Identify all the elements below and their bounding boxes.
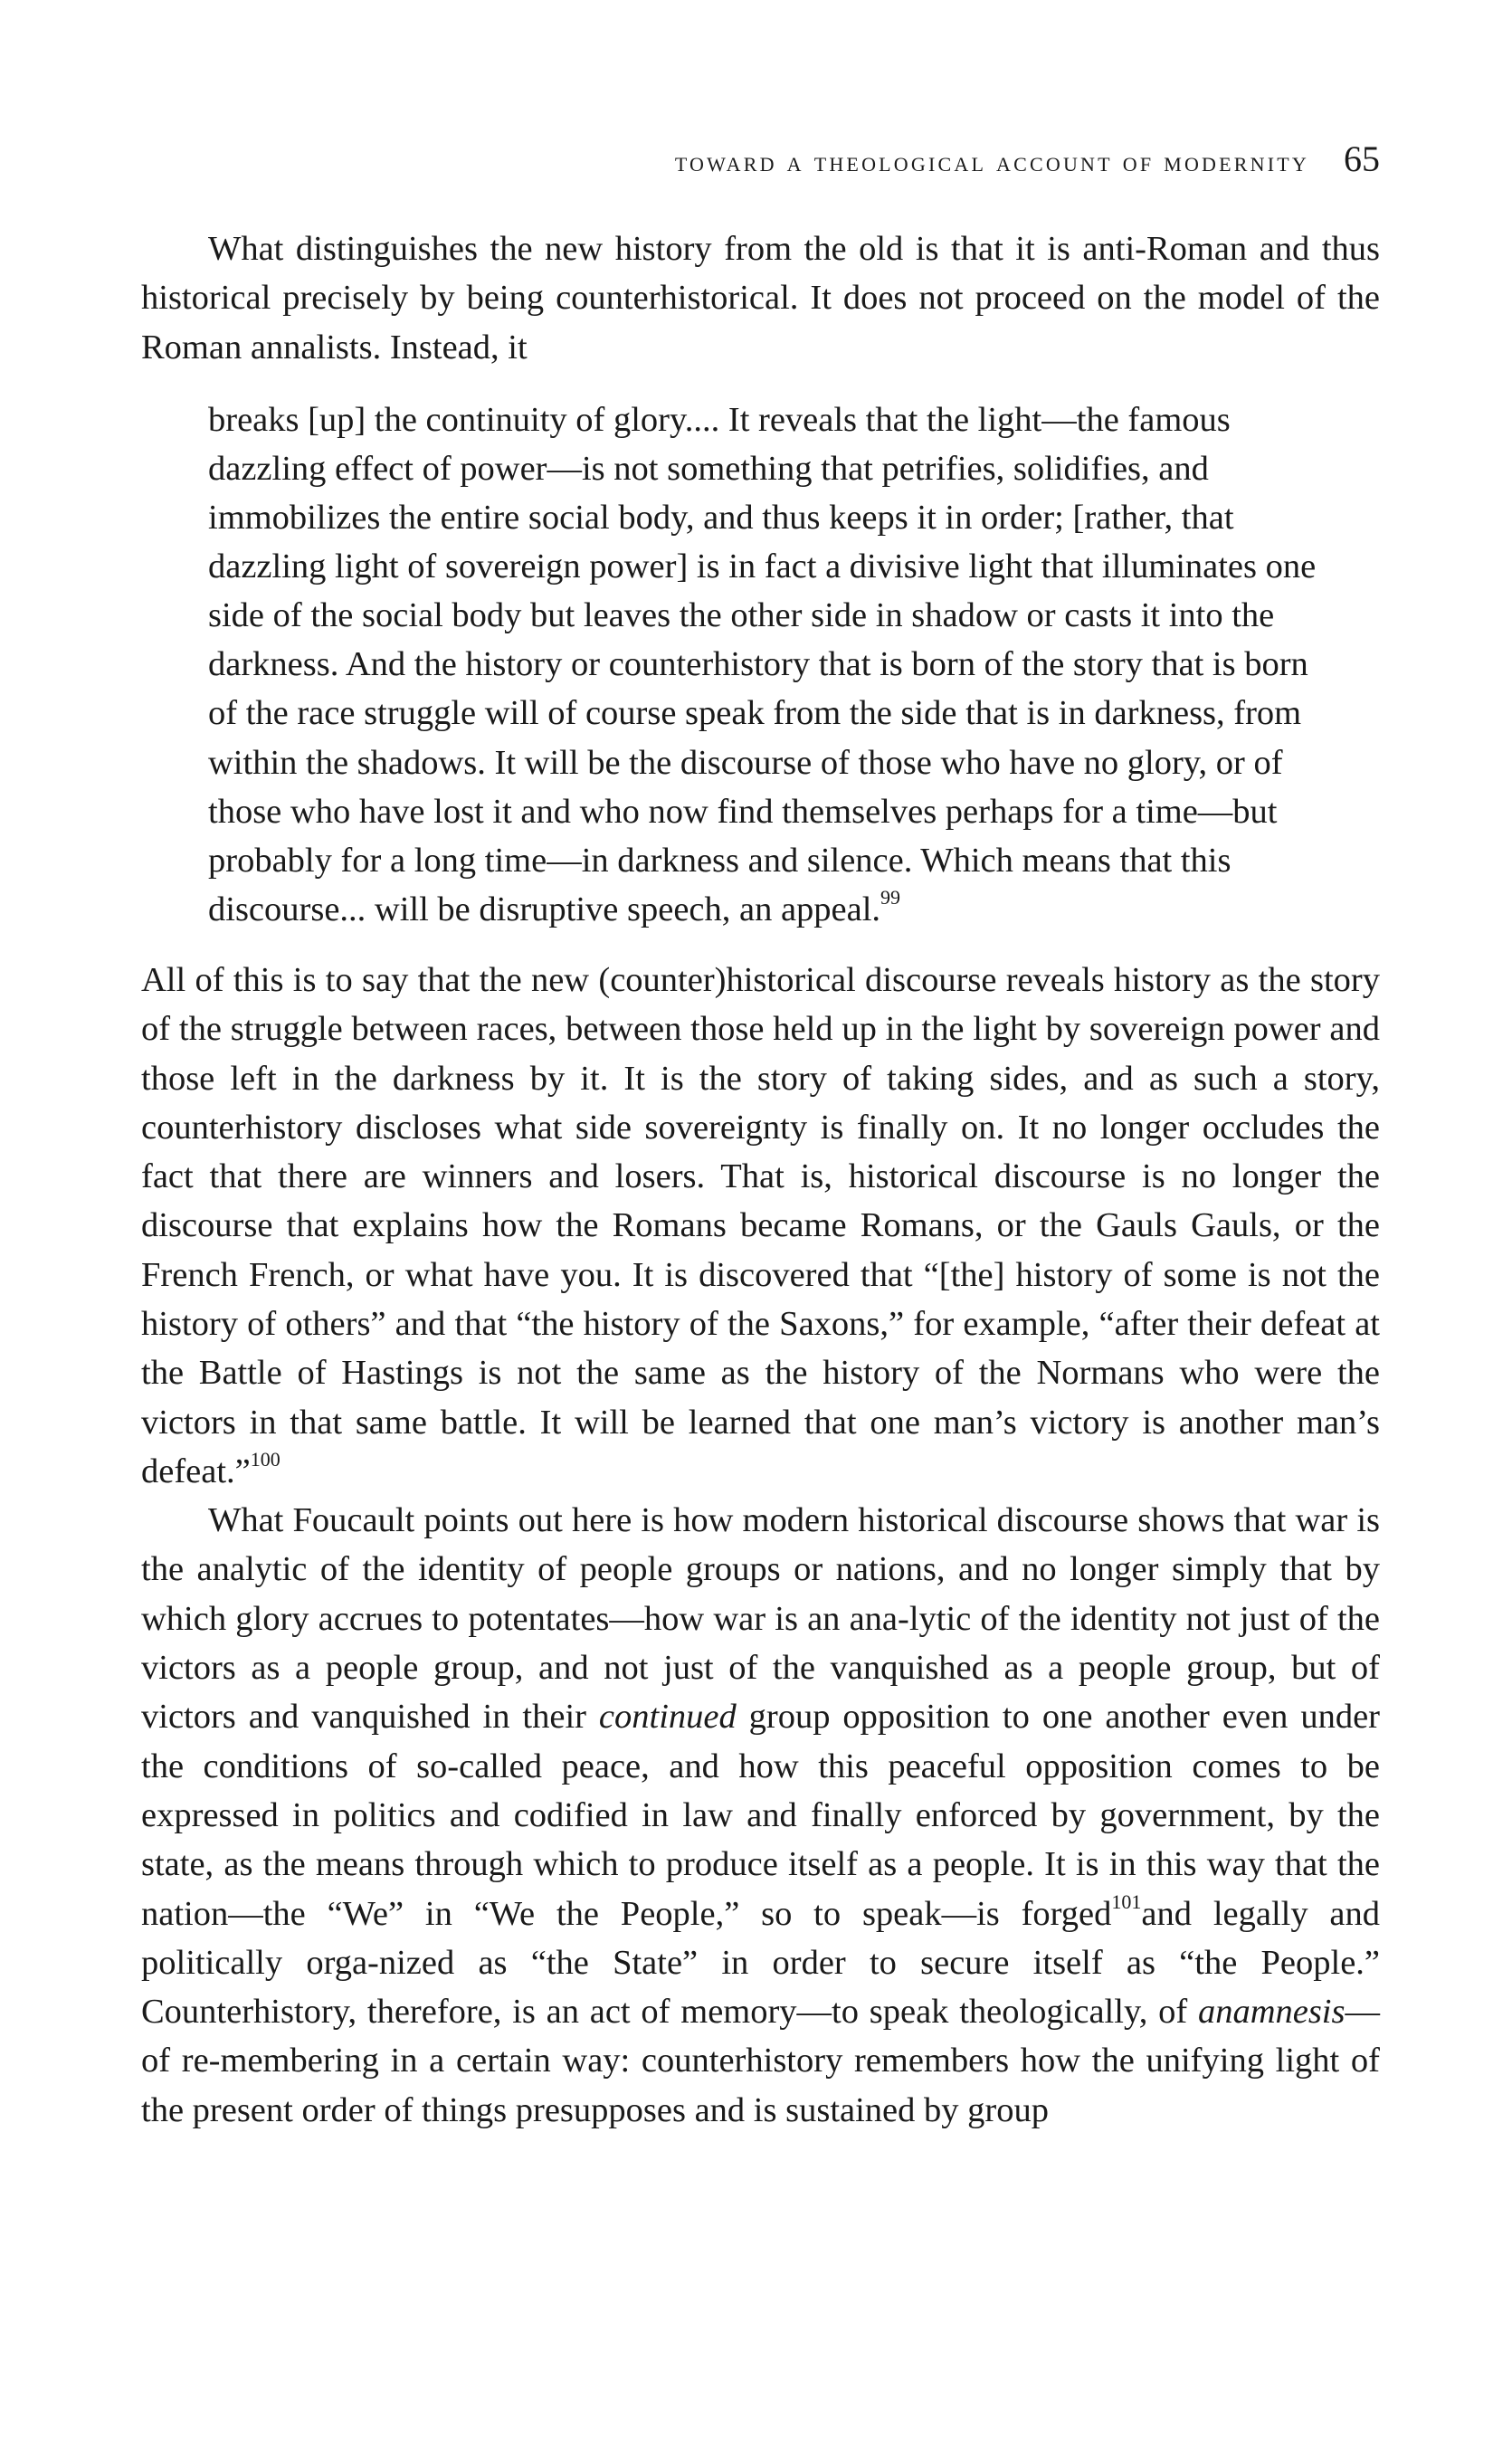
footnote-ref-100: 100	[250, 1448, 281, 1471]
paragraph-3-part-4: —of re-membering in a certain way: counterhistory remembers how the unifying light of the present order of things presupposes and is sustained by group	[141, 1993, 1380, 2129]
running-title: toward a theological account of modernity	[674, 146, 1309, 177]
emphasis-continued: continued	[598, 1698, 737, 1737]
paragraph-3-part-2: group opposition to one another even under the conditions of so-called peace, and how this peaceful opposition comes to be expressed in politics and codified in law and finally enforced by government, by the state, as the means through which to produce itself as a people. It is in this way that the nation—the “We” in “We the People,” so to speak—is forged	[141, 1698, 1380, 1933]
paragraph-2	[141, 956, 1380, 1496]
paragraph-1: What distinguishes the new history from the old is that it is anti-Roman and thus historical precisely by being counterhistorical. It does not proceed on the model of the Roman annalists. Instead, it	[141, 230, 1380, 366]
footnote-ref-99: 99	[880, 886, 901, 909]
body-text	[141, 224, 1380, 2135]
page-number: 65	[1344, 138, 1380, 179]
running-head	[195, 138, 1380, 183]
emphasis-anamnesis: anamnesis	[1197, 1993, 1346, 2032]
block-quote	[208, 395, 1321, 934]
paragraph-3	[141, 1496, 1380, 2135]
footnote-ref-101: 101	[1111, 1890, 1142, 1913]
block-quote-text: breaks [up] the continuity of glory.... It reveals that the light—the famous dazzling effect of power—is not something that petrifies, solidifies, and immobilizes the entire social body, and thus keeps it in order; [rather, that dazzling light of sovereign power] is in fact a divisive light that illuminates one side of the social body but leaves the other side in shadow or casts it into the darkness. And the history or counterhistory that is born of the story that is born of the race struggle will of course speak from the side that is in darkness, from within the shadows. It will be the discourse of those who have no glory, or of those who have lost it and who now find themselves perhaps for a time—but probably for a long time—in darkness and silence. Which means that this discourse... will be disruptive speech, an appeal.	[208, 400, 1317, 928]
paragraph-2-text: All of this is to say that the new (counter)historical discourse reveals history as the story of the struggle between races, between those held up in the light by sovereign power and those left in the darkness by it. It is the story of taking sides, and as such a story, counterhistory discloses what side sovereignty is finally on. It no longer occludes the fact that there are winners and losers. That is, historical discourse is no longer the discourse that explains how the Romans became Romans, or the Gauls Gauls, or the French French, or what have you. It is discovered that “[the] history of some is not the history of others” and that “the history of the Saxons,” for example, “after their defeat at the Battle of Hastings is not the same as the history of the Normans who were the victors in that same battle. It will be learned that one man’s victory is another man’s defeat.”	[141, 960, 1380, 1490]
paragraph-3-part-1: What Foucault points out here is how modern historical discourse shows that war is the analytic of the identity of people groups or nations, and no longer simply that by which glory accrues to potentates—how war is an ana-lytic of the identity not just of the victors as a people group, and not just of the vanquished as a people group, but of victors and vanquished in their	[141, 1501, 1380, 1737]
paragraph-3-part-3: and legally and politically orga-nized as “the State” in order to secure itself as “the People.” Counterhistory, therefore, is an act of memory—to speak theologically, of	[141, 1894, 1380, 2032]
